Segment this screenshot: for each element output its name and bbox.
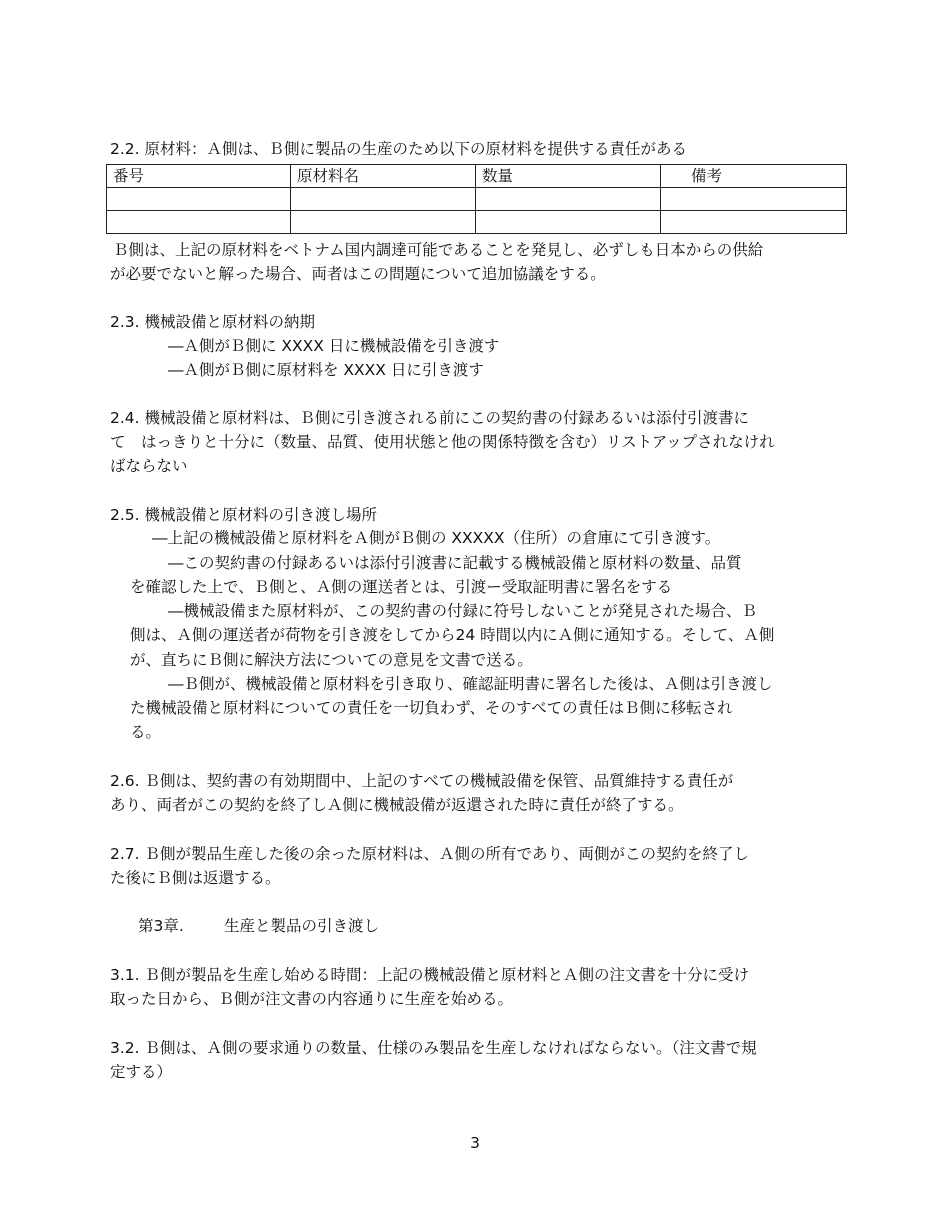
paragraph-line: ―上記の機械設備と原材料をＡ側がＢ側の XXXXX（住所）の倉庫にて引き渡す。: [152, 529, 721, 547]
paragraph-line: 定する）: [110, 1063, 173, 1081]
paragraph-line: る。: [130, 723, 162, 741]
raw-materials-table: [106, 164, 847, 234]
table-cell: [661, 211, 847, 234]
section-2-3-heading: 2.3. 機械設備と原材料の納期: [110, 313, 316, 331]
paragraph-line: 側は、Ａ側の運送者が荷物を引き渡をしてから24 時間以内にＡ側に通知する。そして、Ａ側: [130, 626, 775, 644]
table-row: [107, 211, 847, 234]
table-cell: [661, 188, 847, 211]
paragraph-line: 2.4. 機械設備と原材料は、Ｂ側に引き渡される前にこの契約書の付録あるいは添付引渡書に: [110, 409, 750, 427]
section-2-5-heading: 2.5. 機械設備と原材料の引き渡し場所: [110, 506, 378, 524]
paragraph-line: 2.6. Ｂ側は、契約書の有効期間中、上記のすべての機械設備を保管、品質維持する責任が: [110, 772, 734, 790]
table-header-cell: 数量: [476, 165, 661, 188]
list-item: ―Ａ側がＢ側に原材料を XXXX 日に引き渡す: [168, 361, 484, 379]
paragraph-line: ばならない: [110, 457, 188, 475]
paragraph-line: 3.2. Ｂ側は、Ａ側の要求通りの数量、仕様のみ製品を生産しなければならない。（注文書で規: [110, 1039, 757, 1057]
paragraph-line: 3.1. Ｂ側が製品を生産し始める時間：上記の機械設備と原材料とＡ側の注文書を十分に受け: [110, 966, 750, 984]
table-cell: [107, 211, 291, 234]
table-cell: [107, 188, 291, 211]
paragraph-line: ―この契約書の付録あるいは添付引渡書に記載する機械設備と原材料の数量、品質: [168, 554, 742, 572]
table-cell: [476, 188, 661, 211]
paragraph-line: ―Ｂ側が、機械設備と原材料を引き取り、確認証明書に署名した後は、Ａ側は引き渡し: [168, 675, 773, 693]
page-number: 3: [470, 1134, 480, 1152]
paragraph-line: ―機械設備また原材料が、この契約書の付録に符号しないことが発見された場合、Ｂ: [168, 602, 758, 620]
paragraph-line: 2.7. Ｂ側が製品生産した後の余った原材料は、Ａ側の所有であり、両側がこの契約を終了し: [110, 845, 750, 863]
table-cell: [476, 211, 661, 234]
table-cell: [291, 211, 476, 234]
table-header-cell: 番号: [107, 165, 291, 188]
table-header-cell: 原材料名: [291, 165, 476, 188]
table-header-cell: 備考: [661, 165, 847, 188]
paragraph-line: Ｂ側は、上記の原材料をベトナム国内調達可能であることを発見し、必ずしも日本からの供給: [113, 241, 764, 259]
paragraph-line: が、直ちにＢ側に解決方法についての意見を文書で送る。: [130, 651, 533, 669]
table-header-row: [107, 165, 847, 188]
table-row: [107, 188, 847, 211]
paragraph-line: 取った日から、Ｂ側が注文書の内容通りに生産を始める。: [110, 990, 514, 1008]
paragraph-line: て はっきりと十分に（数量、品質、使用状態と他の関係特徴を含む）リストアップされなけれ: [110, 433, 775, 451]
paragraph-line: を確認した上で、Ｂ側と、Ａ側の運送者とは、引渡ー受取証明書に署名をする: [130, 578, 673, 596]
paragraph-line: た後にＢ側は返還する。: [110, 869, 281, 887]
paragraph-line: た機械設備と原材料についての責任を一切負わず、そのすべての責任はＢ側に移転され: [130, 699, 733, 717]
chapter-title: 生産と製品の引き渡し: [224, 917, 380, 935]
paragraph-line: が必要でないと解った場合、両者はこの問題について追加協議をする。: [110, 265, 606, 283]
chapter-label: 第3章.: [138, 917, 184, 935]
paragraph-line: あり、両者がこの契約を終了しＡ側に機械設備が返還された時に責任が終了する。: [110, 796, 684, 814]
table-cell: [291, 188, 476, 211]
section-2-2-heading: 2.2. 原材料：Ａ側は、Ｂ側に製品の生産のため以下の原材料を提供する責任がある: [110, 140, 688, 158]
list-item: ―Ａ側がＢ側に XXXX 日に機械設備を引き渡す: [168, 337, 500, 355]
